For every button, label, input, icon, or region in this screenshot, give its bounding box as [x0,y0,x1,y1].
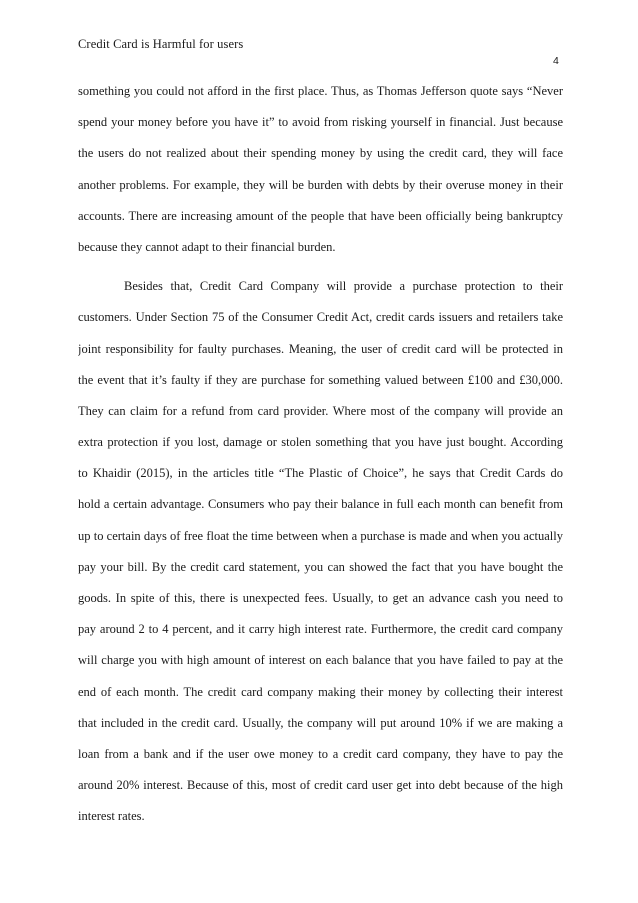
text-line: Besides that, Credit Card Company will provide a purchase protection to their [124,279,563,294]
text-line: the event that it’s faulty if they are purchase for something valued between £100 and £30,000. [78,372,563,387]
text-line: goods. In spite of this, there is unexpected fees. Usually, to get an advance cash you need to [78,591,563,605]
text-line: the users do not realized about their spending money by using the credit card, they will face [78,146,563,161]
text-line: because they cannot adapt to their financial burden. [78,239,336,254]
text-line: another problems. For example, they will be burden with debts by their overuse money in their [78,177,563,192]
text-line: hold a certain advantage. Consumers who pay their balance in full each month can benefit from [78,497,563,512]
text-line: end of each month. The credit card company making their money by collecting their interest [78,684,563,699]
text-line: accounts. There are increasing amount of the people that have been officially being bankruptcy [78,208,563,223]
text-line: extra protection if you lost, damage or stolen something that you have just bought. According [78,435,563,450]
text-line: to Khaidir (2015), in the articles title “The Plastic of Choice”, he says that Credit Cards do [78,466,563,481]
text-line: that included in the credit card. Usually, the company will put around 10% if we are making a [78,715,563,730]
text-line: will charge you with high amount of interest on each balance that you have failed to pay at the [78,653,563,668]
paragraph-gap [78,263,563,271]
text-line: customers. Under Section 75 of the Consumer Credit Act, credit cards issuers and retailers take [78,310,563,325]
text-line: something you could not afford in the first place. Thus, as Thomas Jefferson quote says “Never [78,84,563,98]
page-number: 4 [553,55,559,67]
text-line: spend your money before you have it” to avoid from risking yourself in financial. Just because [78,115,563,130]
body-text [78,76,563,833]
text-line: around 20% interest. Because of this, most of credit card user get into debt because of the high [78,778,563,793]
text-line: interest rates. [78,809,145,824]
text-line: pay around 2 to 4 percent, and it carry high interest rate. Furthermore, the credit card company [78,622,563,637]
text-line: They can claim for a refund from card provider. Where most of the company will provide an [78,403,563,418]
text-line: loan from a bank and if the user owe money to a credit card company, they have to pay the [78,746,563,761]
text-line: up to certain days of free float the time between when a purchase is made and when you actually [78,528,563,543]
running-head: Credit Card is Harmful for users [78,37,244,51]
paragraph-2 [78,271,563,832]
paragraph-1 [78,76,563,263]
text-line: joint responsibility for faulty purchases. Meaning, the user of credit card will be protected in [78,341,563,356]
text-line: pay your bill. By the credit card statement, you can showed the fact that you have bought the [78,559,563,574]
